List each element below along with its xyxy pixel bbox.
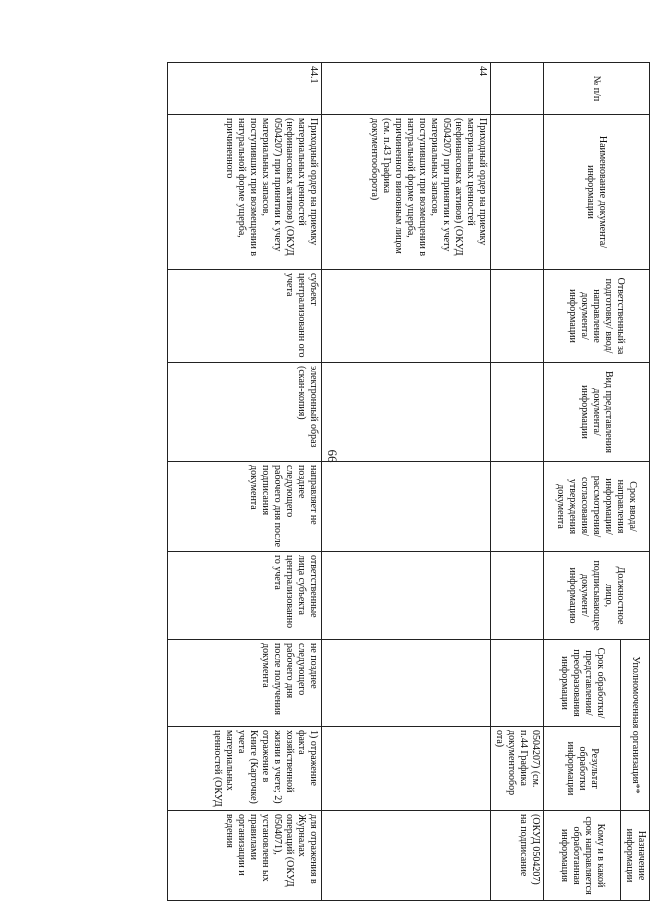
row44-number: 44 — [322, 63, 491, 115]
header-representation-type: Вид представления документа/ информации — [544, 363, 650, 462]
page-number: 66 — [325, 449, 340, 463]
prev-cell-2 — [491, 115, 544, 270]
header-official: Должностное лицо, подписывающее документ/ информацию — [544, 552, 650, 640]
header-processing-term: Срок обработки/ представления/ преобразования информации — [544, 640, 621, 727]
header-purpose-group: Назначение информации — [621, 811, 650, 901]
prev-result: 0504207) (см. п.44 Графика документообор ота) — [491, 727, 544, 811]
prev-cell-7 — [491, 640, 544, 727]
prev-cell-6 — [491, 552, 544, 640]
header-processing-result: Результат обработки информации — [544, 727, 621, 811]
header-responsible: Ответственный за подготовку/ ввод/ направление документа/ информации — [544, 270, 650, 363]
header-input-term: Срок ввода/ направления информации/ рассмотрения/ согласования/ утверждения документа — [544, 462, 650, 552]
header-number: № п/п — [544, 63, 650, 115]
prev-cell-3 — [491, 270, 544, 363]
row44-result — [322, 727, 491, 811]
row44-official — [322, 552, 491, 640]
row44-kind — [322, 363, 491, 462]
row441-official: ответственные лица субъекта централизованно го учета — [168, 552, 322, 640]
rotated-table-container — [70, 62, 650, 900]
row441-responsible: субъект централизованн ого учета — [168, 270, 322, 363]
row441-term: направляет не позднее следующего рабочего дня после подписания документа — [168, 462, 322, 552]
row44-responsible — [322, 270, 491, 363]
row44-term — [322, 462, 491, 552]
prev-destination: (ОКУД 0504207) на подписание — [491, 811, 544, 901]
row441-kind: электронный образ (скан-копия) — [168, 363, 322, 462]
row441-proc-term: не позднее следующего рабочего дня после получения документа — [168, 640, 322, 727]
prev-cell-5 — [491, 462, 544, 552]
row441-destination: для отражения в Журналах операций (ОКУД 0504071), установленн ых правилами организации и ведения — [168, 811, 322, 901]
row44-document-name: Приходный ордер на приемку материальных ценностей (нефинансовых активов) (ОКУД 0504207) при принятии к учету материальных запасов, поступивших при возмещении в натуральной форме ущерба, причиненного виновным лицом (см. п.43 Графика документооборота) — [322, 115, 491, 270]
row441-number: 44.1 — [168, 63, 322, 115]
prev-cell-4 — [491, 363, 544, 462]
row441-document-name: Приходный ордер на приемку материальных ценностей (нефинансовых активов) (ОКУД 0504207) при принятии к учету материальных запасов, поступивших при возмещении в натуральной форме ущерба, причиненного — [168, 115, 322, 270]
row44-destination — [322, 811, 491, 901]
header-authorized-organization: Уполномоченная организация** — [621, 640, 650, 811]
document-flow-table — [167, 62, 650, 901]
header-document-name: Наименование документа/информации — [544, 115, 650, 270]
row441-result: 1) отражение факта хозяйственной жизни в учете; 2) отражение в Книге (Карточке) учета материальных ценностей (ОКУД — [168, 727, 322, 811]
prev-cell-1 — [491, 63, 544, 115]
row44-proc-term — [322, 640, 491, 727]
header-destination: Кому и в какой срок направляется обработанная информация — [544, 811, 621, 901]
